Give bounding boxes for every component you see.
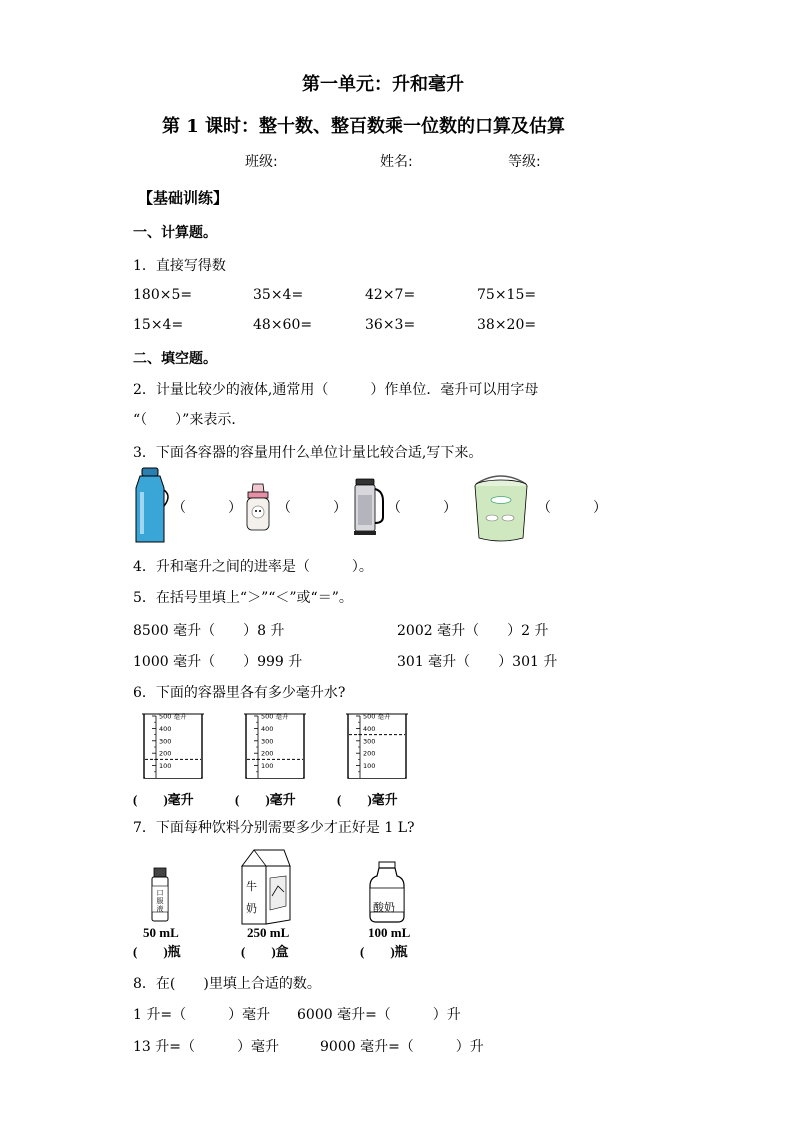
yogurt-label: 酸奶: [373, 901, 395, 914]
kettle-icon: [350, 477, 386, 537]
scale-label: 300: [261, 737, 274, 746]
calc-item: 15×4=: [133, 317, 184, 333]
scale-label: 400: [261, 724, 274, 733]
scale-label: 100: [261, 762, 274, 771]
scale-label: 300: [363, 737, 376, 746]
beaker-icon: [242, 710, 308, 782]
scale-label: 300: [159, 737, 172, 746]
calc-item: 38×20=: [477, 317, 537, 333]
bucket-icon: [470, 470, 532, 544]
compare-item[interactable]: 301 毫升（ ）301 升: [397, 654, 558, 670]
scale-label: 200: [159, 749, 172, 758]
milk-carton-icon: [236, 846, 294, 926]
milk-label: 牛奶: [246, 880, 257, 915]
calc-item: 75×15=: [477, 287, 537, 303]
grade-label: 等级:: [508, 154, 541, 170]
scale-label: 100: [363, 762, 376, 771]
class-label: 班级:: [245, 154, 278, 170]
beaker-icon: [344, 710, 410, 782]
scale-label: 500 毫升: [261, 712, 289, 721]
part2-heading: 二、填空题。: [133, 351, 217, 367]
q3-blank-thermos[interactable]: （ ）: [172, 500, 242, 516]
calc-item: 48×60=: [253, 317, 313, 333]
compare-item[interactable]: 2002 毫升（ ）2 升: [397, 623, 549, 639]
beaker-answer[interactable]: ( )毫升: [133, 792, 194, 807]
thermos-icon: [133, 466, 173, 546]
scale-label: 100: [159, 762, 172, 771]
drink-volume: 100 mL: [368, 925, 411, 940]
fill-item[interactable]: 13 升=（ ）毫升: [133, 1039, 279, 1055]
water-fill: [247, 759, 303, 778]
part1-heading: 一、计算题。: [133, 225, 217, 241]
question-4: 4．升和毫升之间的进率是（ ）。: [133, 559, 373, 575]
question-7: 7．下面每种饮料分别需要多少才正好是 1 L?: [133, 820, 415, 836]
scale-label: 200: [363, 749, 376, 758]
fill-item[interactable]: 1 升=（ ）毫升: [133, 1007, 271, 1023]
fill-item[interactable]: 6000 毫升=（ ）升: [297, 1007, 461, 1023]
scale-label: 400: [159, 724, 172, 733]
beaker-answer[interactable]: ( )毫升: [235, 792, 296, 807]
section-basic-training: 【基础训练】: [138, 189, 229, 207]
question-2-line2: “（ ）”来表示．: [133, 412, 246, 428]
compare-item[interactable]: 8500 毫升（ ）8 升: [133, 623, 285, 639]
scale-label: 400: [363, 724, 376, 733]
baby-bottle-icon: [240, 482, 276, 532]
question-1: 1．直接写得数: [133, 258, 226, 274]
water-fill: [145, 759, 201, 778]
lesson-subtitle: 第 1 课时：整十数、整百数乘一位数的口算及估算: [162, 116, 566, 137]
oral-liquid-label: 口服液: [156, 889, 164, 913]
calc-item: 35×4=: [253, 287, 304, 303]
beaker-icon: [140, 710, 206, 782]
question-6: 6．下面的容器里各有多少毫升水?: [133, 685, 346, 701]
drink-volume: 50 mL: [143, 925, 179, 940]
question-2-line1: 2．计量比较少的液体,通常用（ ）作单位．毫升可以用字母: [133, 382, 539, 398]
q3-blank-bottle[interactable]: （ ）: [277, 500, 347, 516]
drink-volume: 250 mL: [247, 925, 290, 940]
calc-item: 180×5=: [133, 287, 193, 303]
fill-item[interactable]: 9000 毫升=（ ）升: [320, 1039, 484, 1055]
q3-blank-bucket[interactable]: （ ）: [537, 500, 607, 516]
drink-answer[interactable]: ( )瓶: [360, 944, 408, 959]
calc-item: 42×7=: [365, 287, 416, 303]
scale-label: 500 毫升: [363, 712, 391, 721]
question-8: 8．在( )里填上合适的数。: [133, 976, 321, 992]
compare-item[interactable]: 1000 毫升（ ）999 升: [133, 654, 303, 670]
page-title: 第一单元：升和毫升: [302, 74, 464, 95]
question-3: 3．下面各容器的容量用什么单位计量比较合适,写下来。: [133, 445, 483, 461]
drink-answer[interactable]: ( )瓶: [133, 944, 181, 959]
name-label: 姓名:: [380, 154, 413, 170]
question-5: 5．在括号里填上“＞”“＜”或“＝”。: [133, 590, 353, 606]
calc-item: 36×3=: [365, 317, 416, 333]
scale-label: 200: [261, 749, 274, 758]
beaker-answer[interactable]: ( )毫升: [337, 792, 398, 807]
scale-label: 500 毫升: [159, 712, 187, 721]
drink-answer[interactable]: ( )盒: [241, 944, 289, 959]
q3-blank-kettle[interactable]: （ ）: [387, 500, 457, 516]
